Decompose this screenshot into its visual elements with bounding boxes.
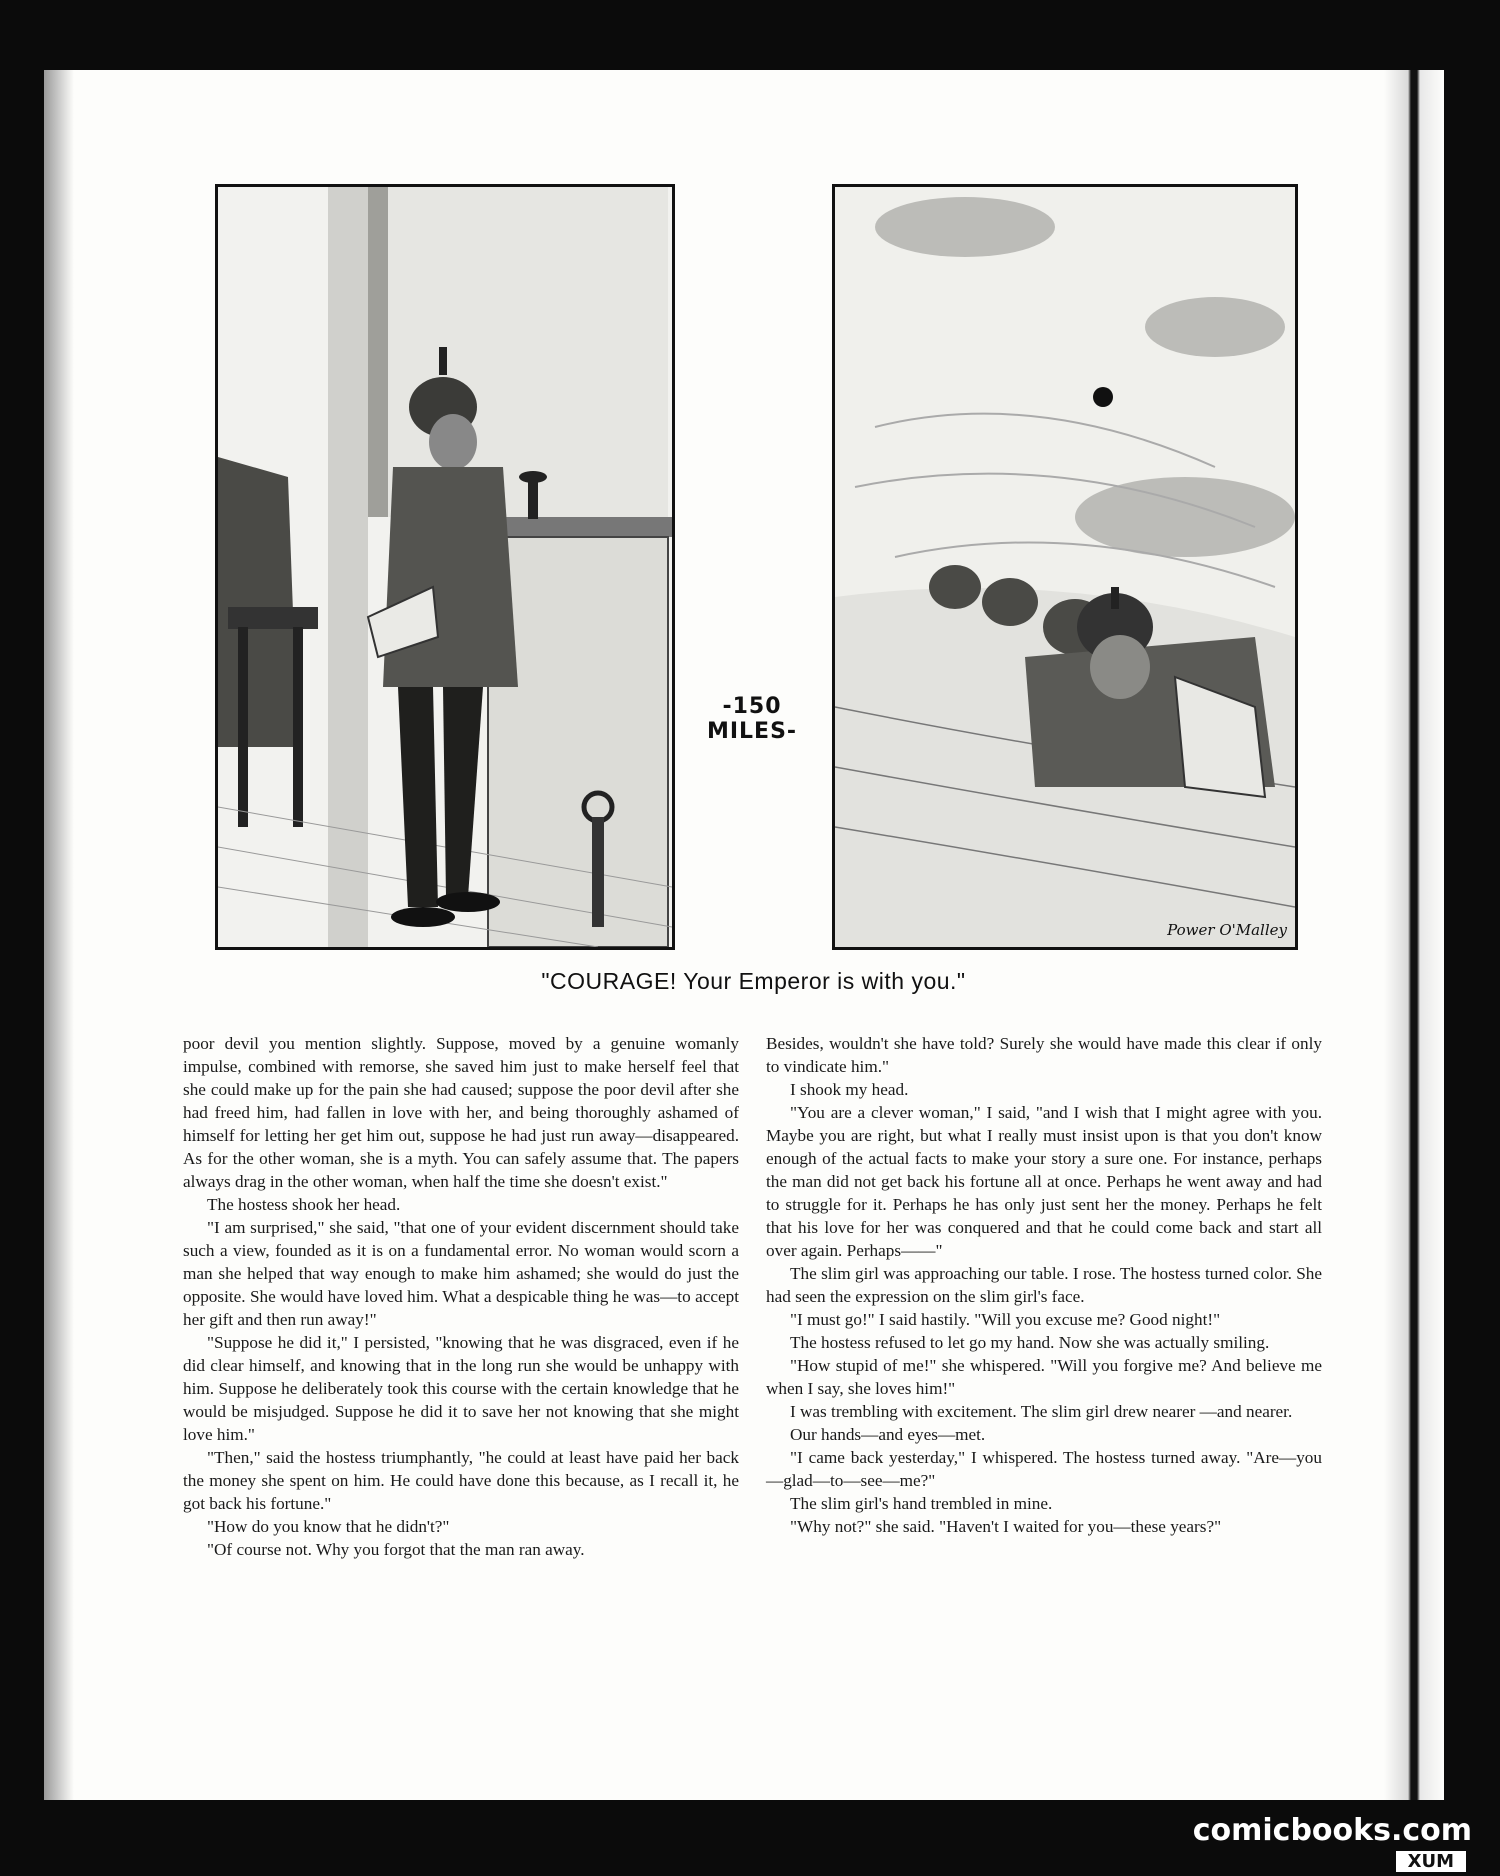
illustration-caption: "COURAGE! Your Emperor is with you." (541, 968, 966, 994)
paragraph: The slim girl was approaching our table. I rose. The hostess turned color. She had seen the expression on the slim girl's face. (766, 1264, 1322, 1306)
paragraph: "Suppose he did it," I persisted, "knowing that he was disgraced, even if he did clear himself, and knowing that in the long run she would be unhappy with him. Suppose he deliberately took this course with the certain knowledge that he would be misjudged. Suppose he did it to save her not knowing that she might love him." (183, 1333, 739, 1444)
paragraph: "Of course not. Why you forgot that the man ran away. (207, 1540, 585, 1559)
magazine-page (44, 70, 1444, 1800)
paragraph: "I came back yesterday," I whispered. The hostess turned away. "Are—you—glad—to—see—me?" (766, 1448, 1322, 1490)
page-spine-edge (1384, 70, 1444, 1800)
kaiser-telephone-icon (218, 187, 672, 947)
paragraph: "You are a clever woman," I said, "and I wish that I might agree with you. Maybe you are right, but what I really must insist upon is that you don't know enough of the actual facts to make your story a sure one. For instance, perhaps the man did not get back his fortune all at once. Perhaps he went away and had to struggle for it. Perhaps he has only just sent her the money. Perhaps he felt that his love for her was conquered and that he could come back and start all over again. Perhaps——" (766, 1103, 1322, 1260)
trench-soldiers-icon (835, 187, 1295, 947)
paragraph: "I must go!" I said hastily. "Will you excuse me? Good night!" (790, 1310, 1221, 1329)
paragraph: The hostess refused to let go my hand. Now she was actually smiling. (790, 1333, 1270, 1352)
illustration-trench-soldiers (832, 184, 1298, 950)
artist-signature: Power O'Malley (1167, 921, 1287, 939)
paragraph: poor devil you mention slightly. Suppose, moved by a genuine womanly impulse, combined with remorse, she saved him just to make herself feel that she could make up for the pain she had caused; suppose the poor devil after she had freed him, had fallen in love with her, and being thoroughly ashamed of himself for letting her get him out, suppose he had just run away—disappeared. As for the other woman, she is a myth. You can safely assume that. The papers always drag in the other woman, when half the time she doesn't exist." (183, 1034, 739, 1191)
illustration-kaiser-telephone (215, 184, 675, 950)
paragraph: "How do you know that he didn't?" (207, 1517, 450, 1536)
paragraph: "I am surprised," she said, "that one of your evident discernment should take such a view, founded as it is on a fundamental error. No woman would scorn a man she helped that way enough to make him ashamed; she would do just the opposite. She would have loved him. What a despicable thing he was—to accept her gift and then run away!" (183, 1218, 739, 1329)
paragraph: The hostess shook her head. (207, 1195, 401, 1214)
text-column-right (766, 1032, 1322, 1538)
distance-label: -150 MILES- (706, 694, 798, 744)
paragraph: "Why not?" she said. "Haven't I waited for you—these years?" (790, 1517, 1222, 1536)
paragraph: The slim girl's hand trembled in mine. (790, 1494, 1053, 1513)
paragraph: I was trembling with excitement. The slim girl drew nearer —and nearer. (790, 1402, 1293, 1421)
site-watermark: comicbooks.com (1192, 1813, 1472, 1848)
paragraph: Besides, wouldn't she have told? Surely she would have made this clear if only to vindicate him." (766, 1034, 1322, 1076)
watermark-badge: XUM (1396, 1851, 1466, 1872)
paragraph: "How stupid of me!" she whispered. "Will you forgive me? And believe me when I say, she loves him!" (766, 1356, 1322, 1398)
text-column-left (183, 1032, 739, 1561)
paragraph: I shook my head. (790, 1080, 909, 1099)
paragraph: Our hands—and eyes—met. (790, 1425, 986, 1444)
paragraph: "Then," said the hostess triumphantly, "he could at least have paid her back the money she spent on him. He could have done this because, as I recall it, he got back his fortune." (183, 1448, 739, 1513)
